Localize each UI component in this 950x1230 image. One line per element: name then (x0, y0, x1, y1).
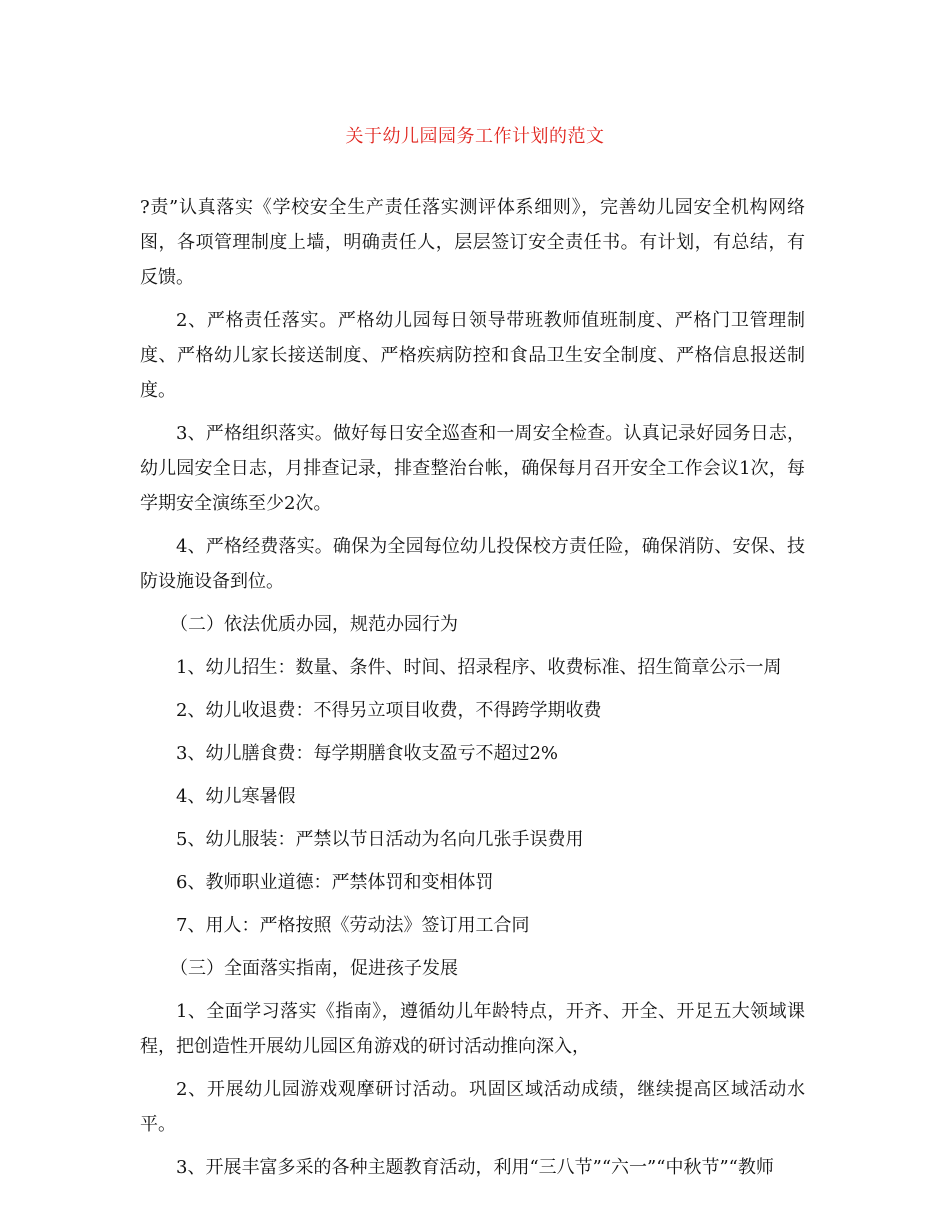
document-title: 关于幼儿园园务工作计划的范文 (345, 126, 605, 147)
paragraph: 3、开展丰富多采的各种主题教育活动，利用“三八节”“六一”“中秋节”“教师 (176, 1157, 774, 1178)
list-item: 2、幼儿收退费：不得另立项目收费，不得跨学期收费 (176, 700, 602, 721)
paragraph: 1、全面学习落实《指南》，遵循幼儿年龄特点，开齐、开全、开足五大领域课程，把创造性开展幼儿园区角游戏的研讨活动推向深入， (140, 1001, 805, 1057)
document-body (140, 190, 805, 1193)
paragraph: 4、严格经费落实。确保为全园每位幼儿投保校方责任险，确保消防、安保、技防设施设备到位。 (140, 536, 805, 592)
list-item: 6、教师职业道德：严禁体罚和变相体罚 (176, 872, 494, 893)
paragraph: 2、开展幼儿园游戏观摩研讨活动。巩固区域活动成绩，继续提高区域活动水平。 (140, 1079, 805, 1135)
list-item: 3、幼儿膳食费：每学期膳食收支盈亏不超过2% (176, 743, 559, 764)
paragraph: 2、严格责任落实。严格幼儿园每日领导带班教师值班制度、严格门卫管理制度、严格幼儿家长接送制度、严格疾病防控和食品卫生安全制度、严格信息报送制度。 (140, 310, 805, 401)
list-item: 5、幼儿服装：严禁以节日活动为名向几张手误费用 (176, 829, 584, 850)
section-heading: （二）依法优质办园，规范办园行为 (170, 614, 458, 635)
section-heading: （三）全面落实指南，促进孩子发展 (170, 958, 458, 979)
paragraph: ?责”认真落实《学校安全生产责任落实测评体系细则》，完善幼儿园安全机构网络图，各项管理制度上墙，明确责任人，层层签订安全责任书。有计划，有总结，有反馈。 (140, 197, 805, 288)
paragraph: 3、严格组织落实。做好每日安全巡查和一周安全检查。认真记录好园务日志，幼儿园安全日志，月排查记录，排查整治台帐，确保每月召开安全工作会议1次，每学期安全演练至少2次。 (140, 423, 805, 514)
list-item: 7、用人：严格按照《劳动法》签订用工合同 (176, 915, 530, 936)
list-item: 4、幼儿寒暑假 (176, 786, 296, 807)
list-item: 1、幼儿招生：数量、条件、时间、招录程序、收费标准、招生简章公示一周 (176, 657, 782, 678)
